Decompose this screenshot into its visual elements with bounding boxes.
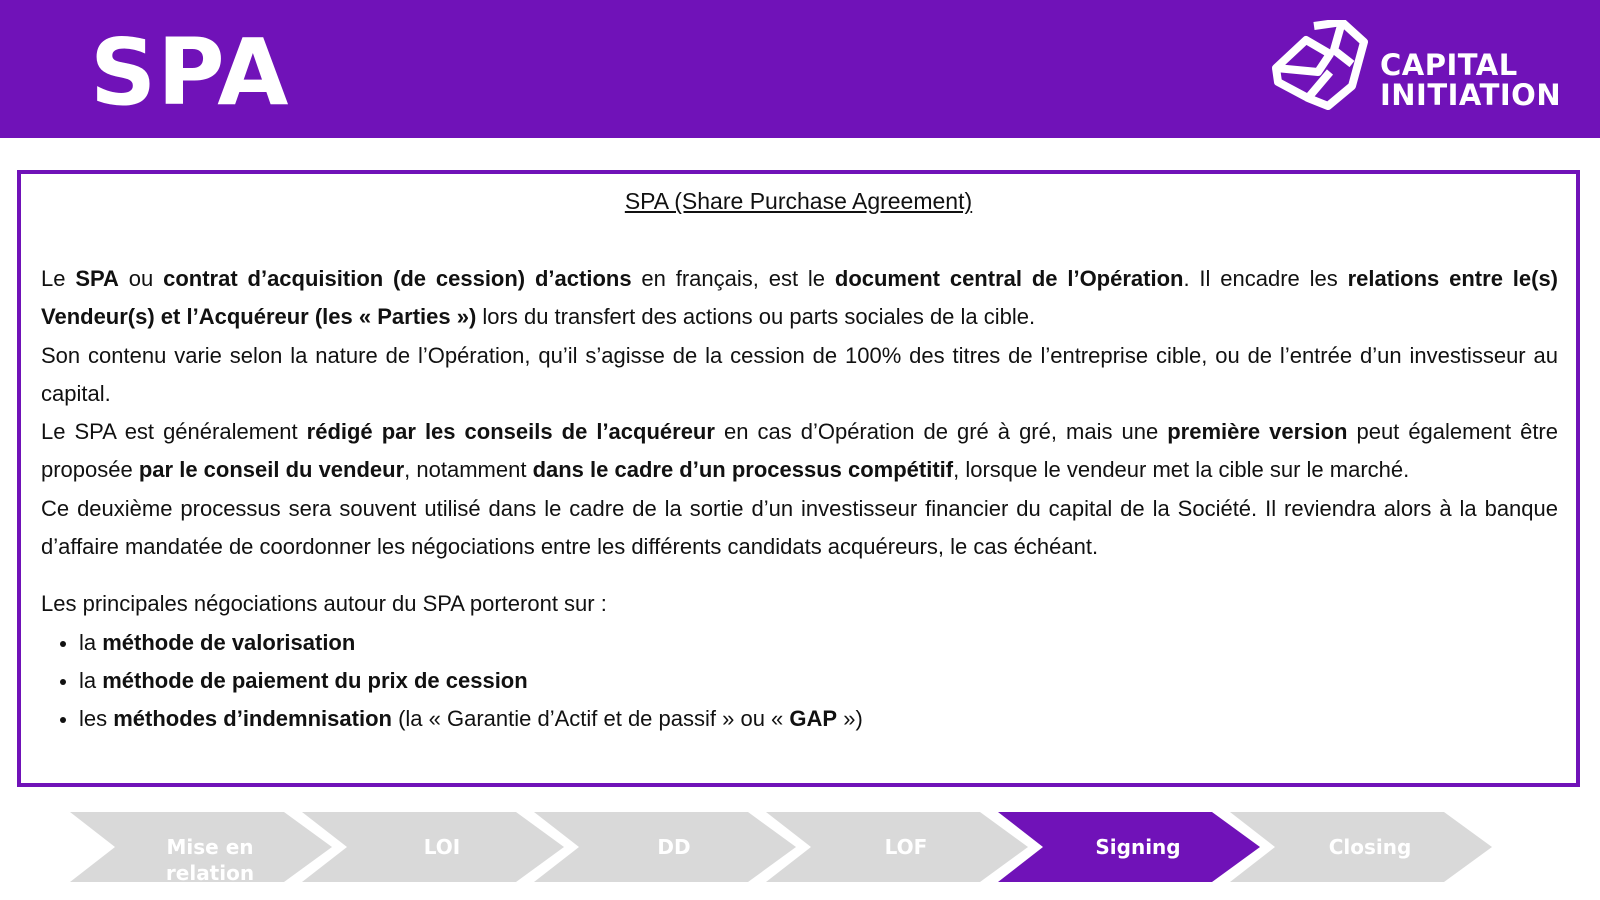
process-steps xyxy=(70,812,1520,885)
text-run: en cas d’Opération de gré à gré, mais une xyxy=(714,419,1168,445)
bold-run: première version xyxy=(1167,419,1348,445)
text-run: Le SPA est généralement xyxy=(41,419,307,445)
bold-run: contrat d’acquisition (de cession) d’actions xyxy=(163,266,632,291)
process-step xyxy=(70,812,332,885)
process-step-label: Mise en relation xyxy=(165,835,255,885)
paragraph-2: Son contenu varie selon la nature de l’Opération, qu’il s’agisse de la cession de 100% des titres de l’entreprise cible, ou de l’entrée d’un investisseur au capital. xyxy=(41,342,1558,406)
bold-run: méthode de paiement du prix de cession xyxy=(102,667,528,693)
logo-line-2: INITIATION xyxy=(1380,78,1562,112)
logo-line-1: CAPITAL xyxy=(1380,48,1518,82)
text-run: ou xyxy=(118,266,164,291)
bold-run: méthodes d’indemnisation xyxy=(113,706,392,732)
text-run: lors du transfert des actions ou parts sociales de la cible. xyxy=(476,304,1036,330)
page-title: SPA xyxy=(90,19,290,126)
text-run: , lorsque le vendeur met la cible sur le marché. xyxy=(953,457,1410,483)
text-run: peut également être proposée xyxy=(41,419,1558,483)
capital-initiation-logo xyxy=(1268,20,1578,120)
paragraph-4: Ce deuxième processus sera souvent utilisé dans le cadre de la sortie d’un investisseur financier du capital de la Société. Il reviendra alors à la banque d’affaire mandatée de coordonner les négociations entre les différents candidats acquéreurs, le cas échéant. xyxy=(41,495,1558,560)
list-item xyxy=(41,662,1558,700)
text-run: (la « Garantie d’Actif et de passif » ou « xyxy=(391,706,790,732)
bold-run: méthode de valorisation xyxy=(102,629,356,655)
process-step-label: LOF xyxy=(884,835,928,859)
bold-run: par le conseil du vendeur xyxy=(138,457,405,483)
cube-logo-icon xyxy=(1268,20,1372,112)
text-run: les xyxy=(79,706,114,732)
process-step-label: DD xyxy=(657,835,691,859)
paragraph-3 xyxy=(41,413,1558,490)
process-step xyxy=(534,812,796,882)
list-item xyxy=(41,624,1558,662)
paragraph-1 xyxy=(41,260,1558,337)
box-title: SPA (Share Purchase Agreement) xyxy=(624,188,973,214)
list-item xyxy=(41,700,1558,738)
header-banner xyxy=(0,0,1600,138)
content-box xyxy=(17,170,1580,787)
bold-run: relations entre le(s) Vendeur(s) et l’Acquéreur (les « Parties ») xyxy=(41,266,1559,330)
text-run: la xyxy=(79,629,103,655)
bold-run: dans le cadre d’un processus compétitif xyxy=(532,457,954,483)
text-run: Le xyxy=(41,266,76,291)
process-step xyxy=(1230,812,1492,882)
paragraph-5: Les principales négociations autour du SPA porteront sur : xyxy=(41,591,607,617)
bold-run: SPA xyxy=(75,266,119,291)
body-text xyxy=(41,260,1558,739)
text-run: . Il encadre les xyxy=(1183,266,1348,291)
process-step xyxy=(998,812,1260,882)
process-step-label: Closing xyxy=(1328,835,1412,859)
bold-run: rédigé par les conseils de l’acquéreur xyxy=(306,419,715,445)
text-run: en français, est le xyxy=(631,266,835,291)
text-run: , notamment xyxy=(404,457,533,483)
negotiation-list xyxy=(41,624,1558,739)
process-step xyxy=(302,812,564,882)
bold-run: GAP xyxy=(789,706,838,732)
process-step-label: Signing xyxy=(1095,835,1181,859)
process-step-label: LOI xyxy=(423,835,461,859)
text-run: la xyxy=(79,667,103,693)
logo-wordmark xyxy=(1380,50,1561,110)
text-run: ») xyxy=(837,706,863,732)
bold-run: document central de l’Opération xyxy=(834,266,1184,291)
process-step xyxy=(766,812,1028,882)
